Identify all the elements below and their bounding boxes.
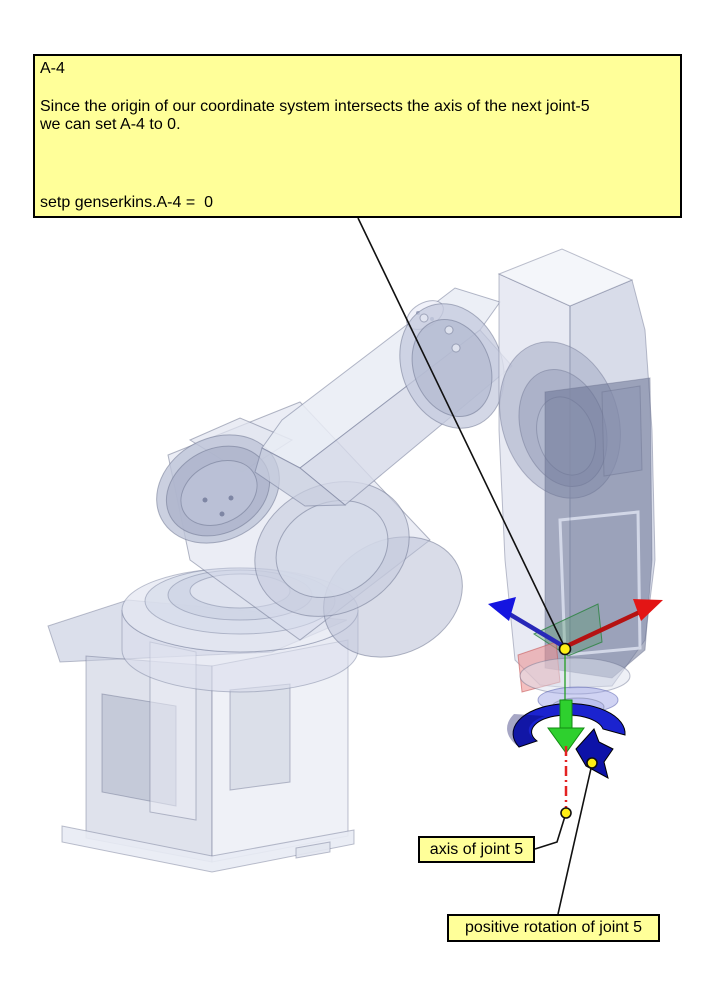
note-command: setp genserkins.A-4 = 0 <box>40 194 213 211</box>
axis-of-joint5-label: axis of joint 5 <box>418 836 535 863</box>
axis-point-marker <box>561 808 571 818</box>
note-title: A-4 <box>40 60 65 77</box>
note-body-line2: we can set A-4 to 0. <box>40 116 181 133</box>
axis-callout-leader <box>535 813 566 849</box>
rotation-point-marker <box>587 758 597 768</box>
note-body-line1: Since the origin of our coordinate system intersects the axis of the next joint-5 <box>40 98 590 115</box>
note-box <box>33 54 682 218</box>
positive-rotation-of-joint5-label: positive rotation of joint 5 <box>447 914 660 942</box>
rotation-callout-leader <box>558 764 592 914</box>
origin-marker <box>560 644 571 655</box>
note-body <box>40 98 678 134</box>
